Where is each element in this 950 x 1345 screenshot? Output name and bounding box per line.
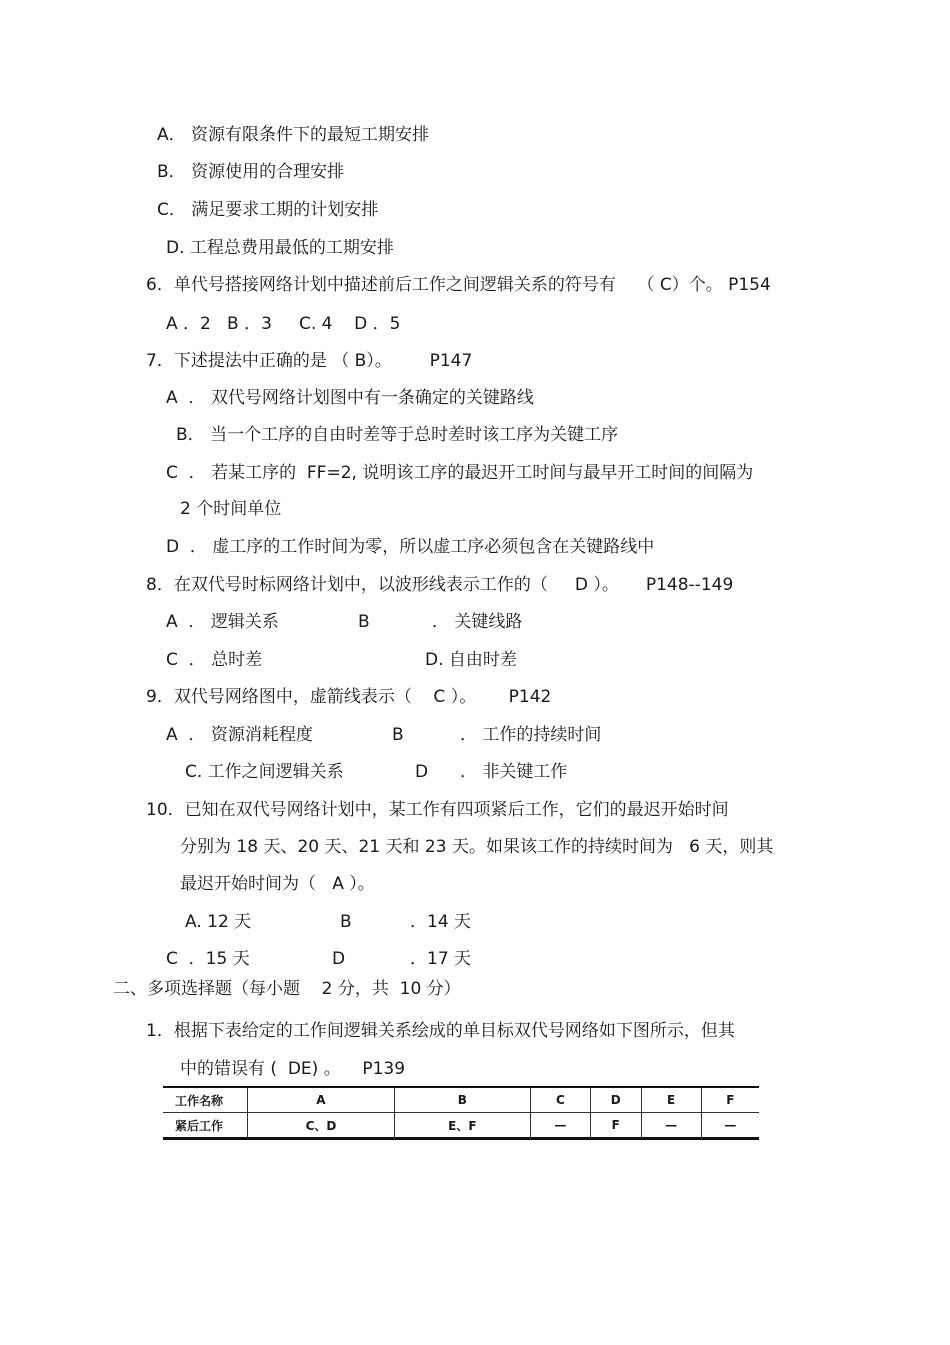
table-cell: A (248, 1087, 395, 1113)
option-10a: A. 12 天 (185, 912, 252, 932)
table-cell: B (394, 1087, 530, 1113)
option-8c: C ． 总时差 (166, 650, 263, 670)
logic-relation-table (163, 1086, 759, 1140)
option-5b: B． 资源使用的合理安排 (157, 162, 345, 182)
table-row-successor (163, 1113, 759, 1139)
question-10: 10．已知在双代号网络计划中，某工作有四项紧后工作，它们的最迟开始时间 (146, 800, 729, 820)
option-9d-text: ． 非关键工作 (460, 762, 568, 782)
option-7c: C ． 若某工序的 FF=2, 说明该工序的最迟开工时间与最早开工时间的间隔为 (166, 463, 754, 483)
table-cell: C、D (248, 1113, 395, 1139)
table-cell: — (530, 1113, 590, 1139)
option-9d-letter: D (415, 762, 429, 782)
option-5a: A． 资源有限条件下的最短工期安排 (157, 125, 430, 145)
table-cell: D (590, 1087, 641, 1113)
option-9b-text: ． 工作的持续时间 (460, 725, 602, 745)
option-10d-letter: D (332, 949, 346, 969)
table-cell: — (701, 1113, 759, 1139)
table-cell: E (641, 1087, 701, 1113)
table-row-label: 紧后工作 (163, 1113, 248, 1139)
option-10c: C ．15 天 (166, 949, 250, 969)
table-cell: F (701, 1087, 759, 1113)
option-8d: D. 自由时差 (425, 650, 517, 670)
option-8a: A ． 逻辑关系 (166, 612, 279, 632)
question-7: 7．下述提法中正确的是 （ B）。 P147 (146, 351, 473, 371)
option-5c: C． 满足要求工期的计划安排 (157, 200, 379, 220)
option-9b-letter: B (392, 725, 404, 745)
option-7b: B． 当一个工序的自由时差等于总时差时该工序为关键工序 (176, 425, 619, 445)
question-10-line2: 分别为 18 天、20 天、21 天和 23 天。如果该工作的持续时间为 6 天，则其 (180, 837, 774, 857)
option-10b-letter: B (340, 912, 352, 932)
option-7c-cont: 2 个时间单位 (180, 499, 282, 519)
table-cell: E、F (394, 1113, 530, 1139)
table-cell: F (590, 1113, 641, 1139)
question-10-line3: 最迟开始时间为（ A ）。 (180, 874, 375, 894)
table-cell: — (641, 1113, 701, 1139)
option-9a: A ． 资源消耗程度 (166, 725, 313, 745)
option-7d: D ． 虚工序的工作时间为零，所以虚工序必须包含在关键路线中 (166, 537, 655, 557)
option-8b-text: ． 关键线路 (432, 612, 523, 632)
options-6: A ．2 B ．3 C. 4 D ．5 (166, 314, 401, 334)
option-10d-text: ．17 天 (410, 949, 472, 969)
multi-question-1-line2: 中的错误有 ( DE) 。 P139 (180, 1059, 406, 1079)
table-row-label: 工作名称 (163, 1087, 248, 1113)
option-5d: D. 工程总费用最低的工期安排 (166, 238, 394, 258)
section-heading-multiple-choice: 二、多项选择题（每小题 2 分，共 10 分） (113, 979, 461, 999)
option-8b-letter: B (358, 612, 370, 632)
multi-question-1: 1．根据下表给定的工作间逻辑关系绘成的单目标双代号网络如下图所示，但其 (146, 1021, 735, 1041)
question-9: 9．双代号网络图中，虚箭线表示（ C ）。 P142 (146, 687, 552, 707)
question-6: 6．单代号搭接网络计划中描述前后工作之间逻辑关系的符号有 （ C）个。 P154 (146, 275, 771, 295)
option-9c: C. 工作之间逻辑关系 (185, 762, 344, 782)
option-10b-text: ．14 天 (410, 912, 472, 932)
table-cell: C (530, 1087, 590, 1113)
option-7a: A ． 双代号网络计划图中有一条确定的关键路线 (166, 388, 534, 408)
table-row-work-name (163, 1087, 759, 1113)
question-8: 8．在双代号时标网络计划中，以波形线表示工作的（ D ）。 P148--149 (146, 575, 734, 595)
